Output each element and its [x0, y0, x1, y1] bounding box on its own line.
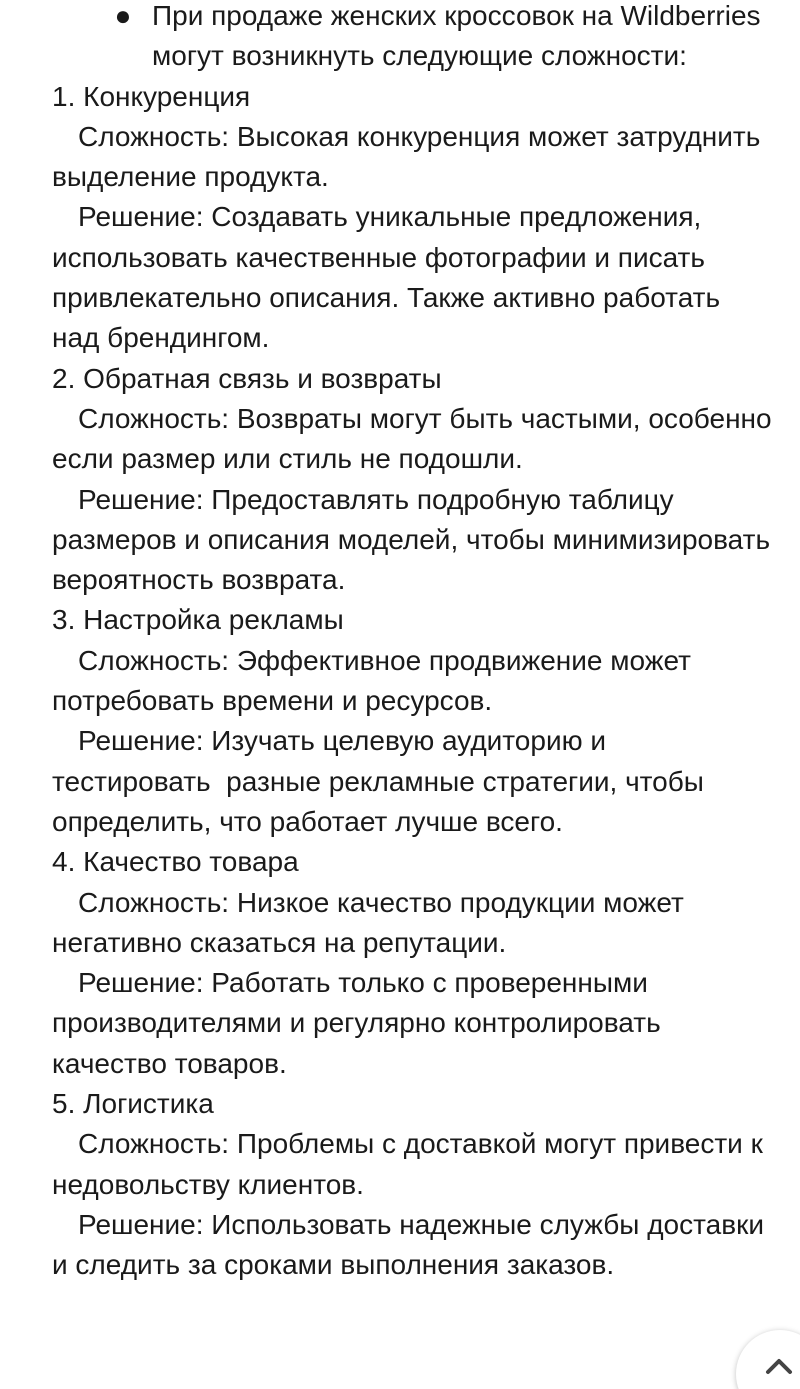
- item-solution: Решение: Использовать надежные службы доставки и следить за сроками выполнения заказов.: [52, 1208, 764, 1281]
- intro-bullet: [52, 0, 772, 77]
- scroll-to-top-button[interactable]: [736, 1330, 800, 1389]
- item-title: 2. Обратная связь и возвраты: [52, 362, 442, 394]
- item-solution: Решение: Работать только с проверенными производителями и регулярно контролировать качество товаров.: [52, 967, 661, 1079]
- list-item: [52, 600, 772, 842]
- item-title: 1. Конкуренция: [52, 80, 251, 112]
- item-solution: Решение: Создавать уникальные предложения, использовать качественные фотографии и писать привлекательно описания. Также активно работать над брендингом.: [52, 201, 721, 354]
- list-item: [52, 842, 772, 1084]
- chevron-up-icon: [764, 1356, 794, 1376]
- item-title: 5. Логистика: [52, 1088, 214, 1120]
- document-body: [52, 0, 772, 1286]
- list-item: [52, 77, 772, 359]
- item-difficulty: Сложность: Высокая конкуренция может затруднить выделение продукта.: [52, 120, 761, 193]
- item-difficulty: Сложность: Эффективное продвижение может потребовать времени и ресурсов.: [52, 644, 691, 717]
- intro-text: При продаже женских кроссовок на Wildberries могут возникнуть следующие сложности:: [152, 0, 769, 72]
- item-difficulty: Сложность: Проблемы с доставкой могут привести к недовольству клиентов.: [52, 1128, 763, 1200]
- bullet-icon: ●: [114, 0, 132, 31]
- item-solution: Решение: Предоставлять подробную таблицу размеров и описания моделей, чтобы минимизировать вероятность возврата.: [52, 483, 771, 596]
- list-item: [52, 359, 772, 601]
- list-item: [52, 1084, 772, 1285]
- item-difficulty: Сложность: Возвраты могут быть частыми, особенно если размер или стиль не подошли.: [52, 402, 772, 475]
- item-title: 4. Качество товара: [52, 846, 299, 878]
- item-title: 3. Настройка рекламы: [52, 604, 344, 636]
- item-difficulty: Сложность: Низкое качество продукции может негативно сказаться на репутации.: [52, 886, 684, 958]
- item-solution: Решение: Изучать целевую аудиторию и тестировать разные рекламные стратегии, чтобы определить, что работает лучше всего.: [52, 725, 712, 837]
